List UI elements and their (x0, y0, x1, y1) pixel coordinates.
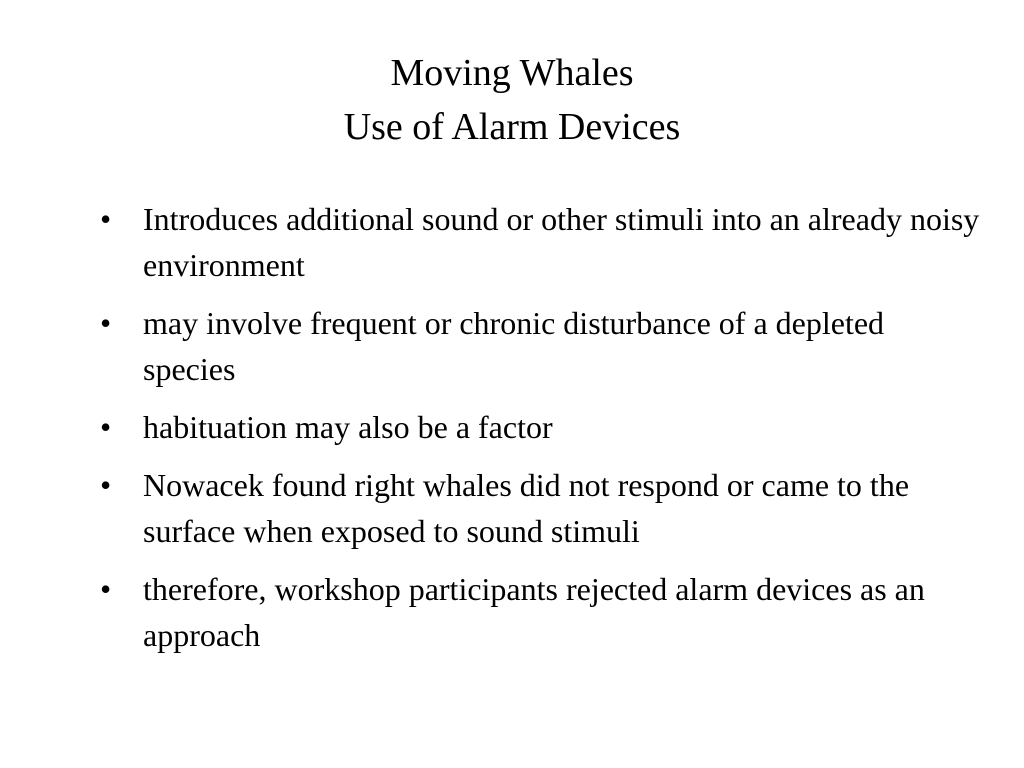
bullet-dot-icon: • (100, 467, 112, 503)
bullet-text: Introduces additional sound or other stimuli into an already noisy environment (143, 201, 980, 283)
bullet-dot-icon: • (100, 305, 112, 341)
bullet-list (100, 196, 980, 670)
bullet-dot-icon: • (100, 409, 112, 445)
bullet-dot-icon: • (100, 571, 112, 607)
title-line-2: Use of Alarm Devices (343, 106, 681, 148)
bullet-text: Nowacek found right whales did not respond or came to the surface when exposed to sound stimuli (143, 467, 910, 549)
slide-title (0, 46, 1024, 154)
bullet-item (100, 404, 980, 450)
bullet-item (100, 300, 980, 392)
bullet-text: therefore, workshop participants rejected alarm devices as an approach (143, 571, 925, 653)
bullet-item (100, 462, 980, 554)
bullet-item (100, 566, 980, 658)
bullet-item (100, 196, 980, 288)
bullet-text: habituation may also be a factor (143, 409, 553, 445)
bullet-text: may involve frequent or chronic disturbance of a depleted species (143, 305, 885, 387)
bullet-dot-icon: • (100, 201, 112, 237)
title-line-1: Moving Whales (390, 52, 634, 94)
